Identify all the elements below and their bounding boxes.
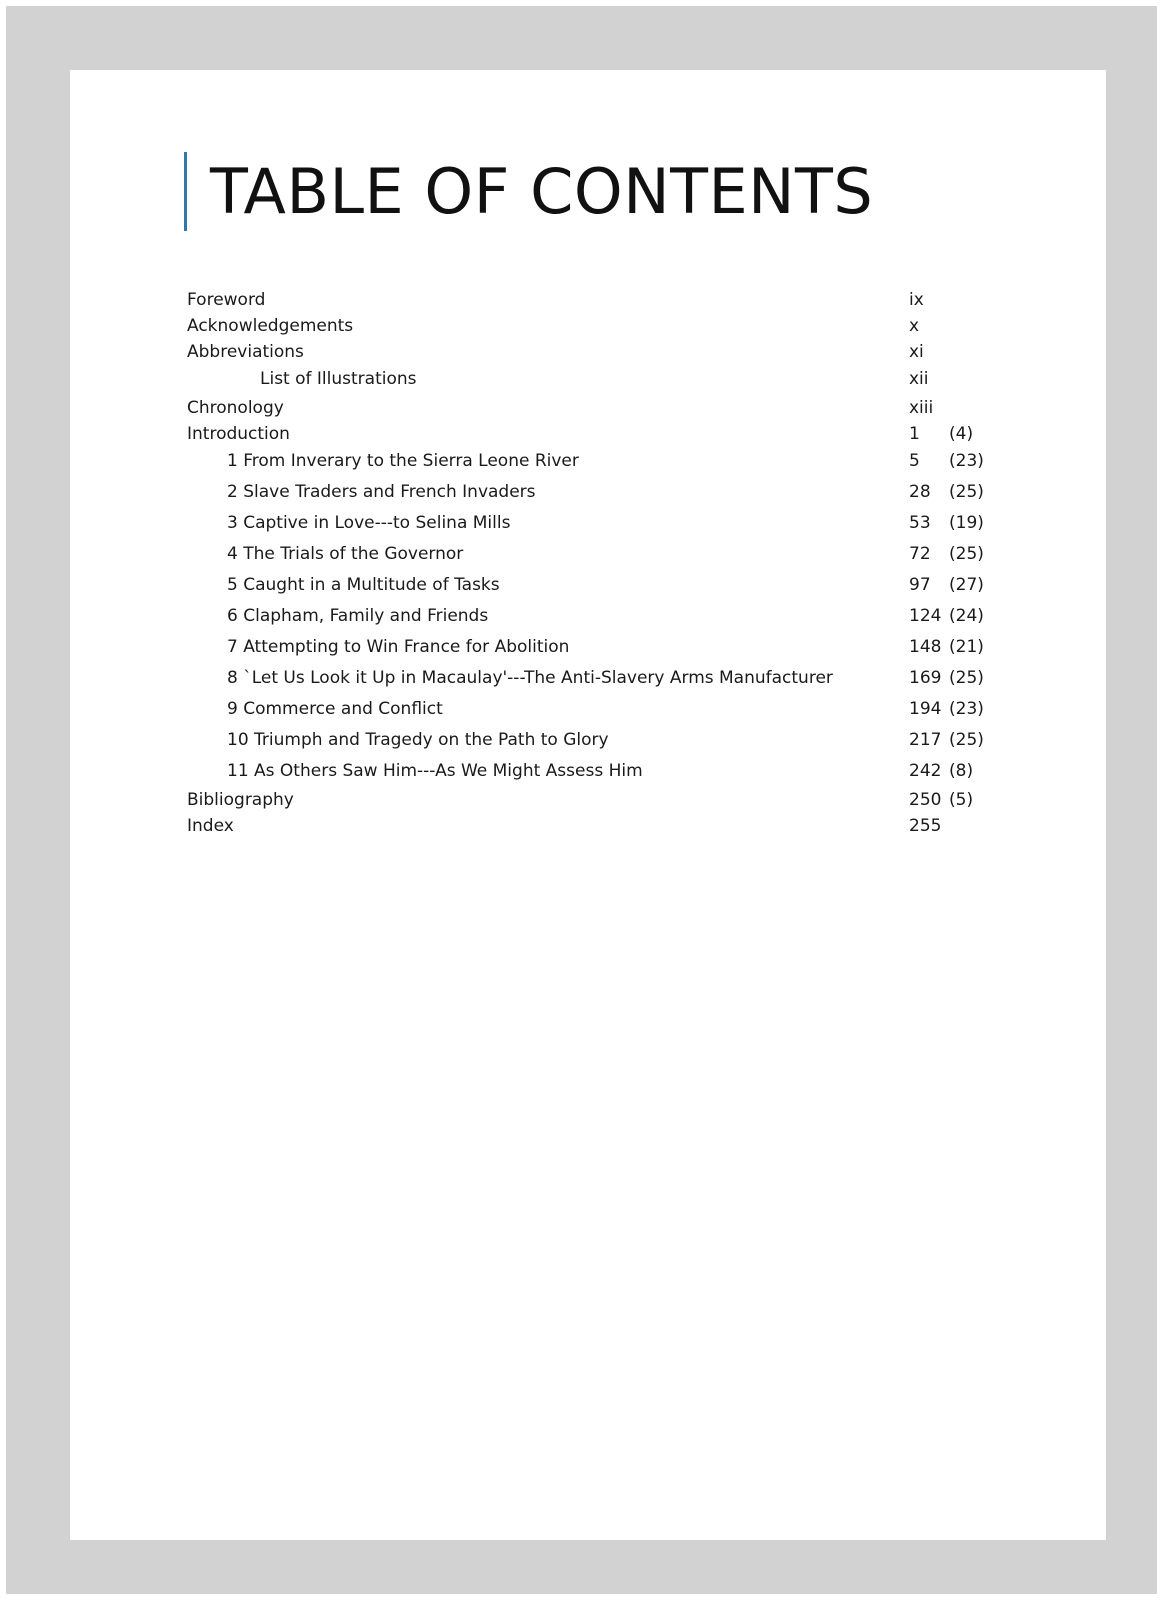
toc-entry-page-count: (25) — [949, 730, 984, 750]
toc-entry-chapter-9 — [70, 697, 1106, 721]
page-title: TABLE OF CONTENTS — [210, 155, 874, 228]
toc-entry-page: xii — [909, 369, 929, 389]
toc-entry-page-count: (23) — [949, 699, 984, 719]
toc-entry-chapter-8 — [70, 666, 1106, 690]
toc-entry-chronology — [70, 396, 1106, 420]
toc-entry-page-count: (27) — [949, 575, 984, 595]
toc-entry-title: 9 Commerce and Conflict — [227, 699, 443, 719]
toc-entry-page-count: (25) — [949, 482, 984, 502]
toc-entry-page: ix — [909, 290, 924, 310]
toc-entry-page-count: (21) — [949, 637, 984, 657]
toc-entry-chapter-1 — [70, 449, 1106, 473]
toc-entry-chapter-11 — [70, 759, 1106, 783]
toc-entry-page: x — [909, 316, 920, 336]
toc-entry-page: xi — [909, 342, 924, 362]
toc-entry-bibliography — [70, 788, 1106, 812]
toc-entry-abbreviations — [70, 340, 1106, 364]
toc-entry-chapter-4 — [70, 542, 1106, 566]
toc-entry-list-of-illustrations — [70, 367, 1106, 391]
toc-entry-page-count: (24) — [949, 606, 984, 626]
toc-entry-page: 242 — [909, 761, 942, 781]
toc-entry-page: 1 — [909, 424, 920, 444]
title-accent-bar — [184, 152, 187, 231]
toc-entry-title: Introduction — [187, 424, 290, 444]
toc-entry-title: Acknowledgements — [187, 316, 354, 336]
toc-entry-page: 194 — [909, 699, 942, 719]
toc-entry-title: Abbreviations — [187, 342, 304, 362]
toc-entry-title: 7 Attempting to Win France for Abolition — [227, 637, 570, 657]
toc-entry-page-count: (25) — [949, 668, 984, 688]
document-page — [70, 70, 1106, 1540]
toc-entry-chapter-2 — [70, 480, 1106, 504]
toc-entry-chapter-10 — [70, 728, 1106, 752]
toc-entry-page: 169 — [909, 668, 942, 688]
toc-entry-page: 217 — [909, 730, 942, 750]
toc-entry-title: Index — [187, 816, 234, 836]
toc-entry-page: 28 — [909, 482, 931, 502]
toc-entry-introduction — [70, 422, 1106, 446]
toc-entry-page-count: (8) — [949, 761, 974, 781]
toc-entry-title: 8 `Let Us Look it Up in Macaulay'---The Anti-Slavery Arms Manufacturer — [227, 668, 833, 688]
toc-entry-chapter-7 — [70, 635, 1106, 659]
toc-entry-title: Bibliography — [187, 790, 294, 810]
toc-entry-page: xiii — [909, 398, 934, 418]
toc-entry-chapter-3 — [70, 511, 1106, 535]
toc-entry-page-count: (25) — [949, 544, 984, 564]
toc-entry-page-count: (23) — [949, 451, 984, 471]
toc-entry-title: 10 Triumph and Tragedy on the Path to Glory — [227, 730, 609, 750]
toc-entry-title: 2 Slave Traders and French Invaders — [227, 482, 536, 502]
toc-entry-title: Chronology — [187, 398, 284, 418]
toc-entry-title: 11 As Others Saw Him---As We Might Assess Him — [227, 761, 643, 781]
toc-entry-chapter-5 — [70, 573, 1106, 597]
toc-entry-page-count: (4) — [949, 424, 974, 444]
toc-entry-title: Foreword — [187, 290, 266, 310]
toc-entry-title: 4 The Trials of the Governor — [227, 544, 464, 564]
toc-entry-title: 1 From Inverary to the Sierra Leone River — [227, 451, 579, 471]
toc-entry-page: 124 — [909, 606, 942, 626]
toc-entry-foreword — [70, 288, 1106, 312]
toc-entry-page-count: (19) — [949, 513, 984, 533]
toc-entry-page: 255 — [909, 816, 942, 836]
toc-entry-title: 5 Caught in a Multitude of Tasks — [227, 575, 500, 595]
toc-entry-title: 6 Clapham, Family and Friends — [227, 606, 489, 626]
toc-entry-page: 250 — [909, 790, 942, 810]
toc-entry-index — [70, 814, 1106, 838]
toc-entry-page-count: (5) — [949, 790, 974, 810]
toc-entry-acknowledgements — [70, 314, 1106, 338]
toc-entry-chapter-6 — [70, 604, 1106, 628]
toc-entry-page: 72 — [909, 544, 931, 564]
toc-entry-page: 53 — [909, 513, 931, 533]
toc-entry-title: 3 Captive in Love---to Selina Mills — [227, 513, 511, 533]
toc-entry-page: 5 — [909, 451, 920, 471]
toc-entry-title: List of Illustrations — [260, 369, 417, 389]
toc-entry-page: 148 — [909, 637, 942, 657]
toc-entry-page: 97 — [909, 575, 931, 595]
page-frame — [6, 6, 1157, 1594]
